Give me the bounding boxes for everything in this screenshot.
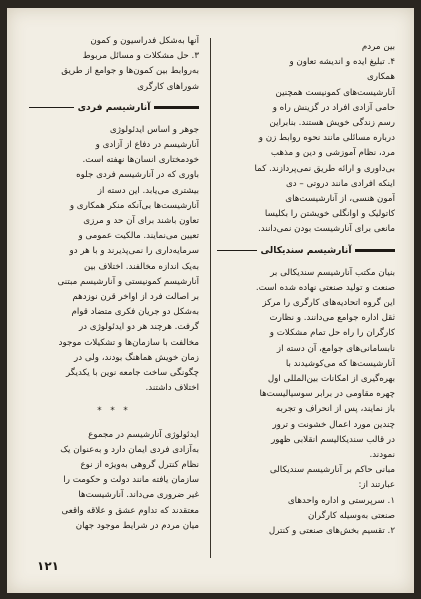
text-line: غیر ضروری می‌داند. آنارشیست‌ها [78, 490, 199, 501]
text-line: آنها به‌شکل فدراسیون و کمون [90, 36, 199, 46]
text-line: بهره‌گیری از امکانات بین‌المللی اول [267, 374, 395, 385]
text-line: کاتولیک و اوانگلی خویشتن را بکلیسا [264, 209, 395, 220]
heading-rule [29, 107, 74, 108]
text-line: حامی آزادی افراد در گزینش راه و [272, 102, 395, 113]
text-line: خودمختاری انسان‌ها نهفته است. [82, 155, 199, 166]
text-line: نمودند. [369, 450, 395, 461]
text-line: عبارتند از: [358, 480, 395, 491]
text-line: به‌آزادی فردی ایمان دارد و به‌عنوان یک [60, 444, 199, 455]
text-line: نظام کنترل گروهی به‌ویژه از نوع [80, 460, 199, 471]
text-line: معتقدند که تداوم عشق و علاقه واقعی [61, 505, 199, 516]
text-line: این گروه اتحادیه‌های کارگری را مرکز [262, 298, 395, 309]
left-body-text [29, 123, 199, 397]
text-line: صنعت و تولید صنعتی نهاده شده است. [255, 282, 395, 293]
text-line: بیشتری می‌یابد. این دسته از [97, 185, 199, 196]
text-line: اختلاف داشتند. [145, 383, 199, 394]
right-column [217, 40, 395, 539]
page-number: ۱۲۱ [37, 559, 59, 573]
text-line: سازمان یافته مانند دولت و حکومت را [63, 475, 199, 486]
text-line: شوراهای کارگری [137, 81, 199, 92]
text-line: درباره مسائلی مانند نحوه روابط زن و [258, 133, 395, 144]
text-line: آنارشیست‌های کمونیست همچنین [275, 87, 395, 98]
right-intro-text [217, 40, 395, 238]
text-line: تعیین می‌نمایند. مالکیت عمومی و [78, 231, 199, 242]
text-line: ثقل اداره جوامع می‌دانند. و نظارت [269, 313, 395, 324]
text-line: نابسامانی‌های جوامع، آن دسته از [276, 343, 395, 354]
text-line: بی‌داوری و ارائه طریق نمی‌پردازند. کما [254, 163, 395, 174]
text-line: باوری که در آنارشیسم فردی جلوه [76, 170, 199, 181]
text-line: ۴. تبلیغ ایده و اندیشه تعاون و [289, 57, 395, 68]
text-line: مخالفت با سازمان‌ها و تشکیلات موجود [58, 337, 199, 348]
text-line: گرفت. هرچند هر دو ایدئولوژی در [78, 322, 199, 333]
heading-rule [355, 249, 395, 252]
text-line: بر اصالت فرد از اواخر قرن نوزدهم [72, 292, 199, 303]
section-separator: * * * [97, 406, 131, 417]
text-line: بنیان مکتب آنارشیسم سندیکالی بر [270, 267, 395, 278]
text-line: آنارشیست‌ها که می‌کوشیدند با [285, 358, 395, 369]
section-heading-syndicalist [217, 244, 395, 258]
left-intro-text [29, 34, 199, 95]
text-line: آنارشیسم کمونیستی و آنارشیسم مبتنی [57, 276, 199, 287]
text-line: به‌شکل دو جریان فکری متضاد قوام [71, 307, 199, 318]
text-line: مانعی برای آنارشیست بودن نمی‌دانند. [258, 224, 395, 235]
heading-text: آنارشیسم سندیکالی [260, 244, 352, 256]
text-line: ۱. سرپرستی و اداره واحدهای [287, 495, 395, 506]
text-line: ایدئولوژی آنارشیسم در مجموع [88, 429, 199, 440]
heading-rule [217, 250, 257, 251]
text-line: چهره مقاومی در برابر سوسیالیست‌ها [259, 389, 395, 400]
right-body-text [217, 266, 395, 540]
text-line: چندین مورد اعمال خشونت و ترور [272, 419, 395, 430]
text-line: بین مردم [361, 42, 395, 52]
text-line: زمان خویش هماهنگ بودند، ولی در [74, 352, 199, 363]
text-line: در قالب سندیکالیسم انقلابی ظهور [271, 434, 395, 445]
heading-text: آنارشیسم فردی [77, 101, 151, 113]
text-line: میان مردم در شرایط موجود جهان [75, 520, 199, 531]
heading-rule [154, 106, 199, 109]
text-line: سرمایه‌داری را نمی‌پذیرند و با هر دو [69, 246, 199, 257]
text-line: آنارشیسم در دفاع از آزادی و [95, 140, 199, 151]
column-divider [210, 38, 211, 558]
text-line: ۳. حل مشکلات و مسائل مربوط [82, 51, 199, 62]
text-line: کارگران را راه حل تمام مشکلات و [269, 328, 395, 339]
text-line: رسم زندگی خویش هستند. بنابراین [269, 118, 395, 129]
text-line: جوهر و اساس ایدئولوژی [109, 124, 199, 135]
left-closing-text [29, 428, 199, 534]
text-line: چگونگی ساخت جامعه نوین با یکدیگر [65, 368, 199, 379]
book-page [7, 8, 414, 593]
text-line: باز نمایند، پس از انحراف و تجربه [275, 404, 395, 415]
text-line: همکاری [366, 72, 395, 83]
text-line: به‌یک اندازه مخالفند. اختلاف بین [83, 261, 199, 272]
text-line: آمون هنسی، از آنارشیست‌های [285, 194, 395, 205]
text-line: اینکه افرادی مانند دروتی – دی [286, 178, 395, 189]
text-line: صنعتی به‌وسیله کارگران [308, 510, 395, 521]
left-column [29, 34, 199, 534]
section-heading-individualist [29, 101, 199, 115]
text-line: به‌روابط بین کمون‌ها و جوامع از طریق [61, 66, 199, 77]
text-line: مرد، نظام آموزشی و دین و مذهب [270, 148, 395, 159]
text-line: ۲. تقسیم بخش‌های صنعتی و کنترل [268, 526, 395, 537]
text-line: تعاون باشند برای آن حد و مرزی [83, 216, 199, 227]
text-line: مبانی حاکم بر آنارشیسم سندیکالی [269, 465, 395, 476]
text-line: آنارشیست‌ها بی‌آنکه منکر همکاری و [69, 200, 199, 211]
